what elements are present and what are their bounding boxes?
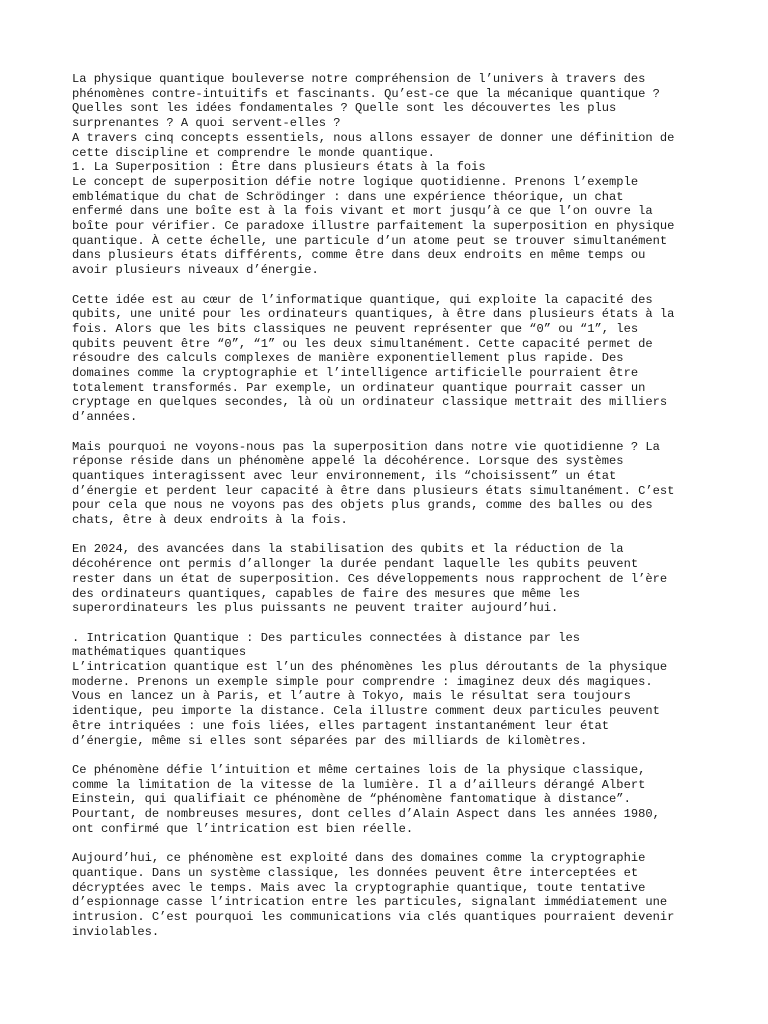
body-paragraph: L’intrication quantique est l’un des phénomènes les plus déroutants de la physique moderne. Prenons un exemple simple pour comprendre : imaginez deux dés magiques. Vous en lancez un à Paris, et l’autre à Tokyo, mais le résultat sera toujours identique, peu importe la distance. Cela illustre comment deux particules peuvent être intriquées : une fois liées, elles partagent instantanément leur état d’énergie, même si elles sont séparées par des milliards de kilomètres. [72,660,668,748]
section-heading: . Intrication Quantique : Des particules connectées à distance par les mathématiques quantiques [72,630,581,660]
paragraph-spacer [72,278,712,293]
body-paragraph: Ce phénomène défie l’intuition et même certaines lois de la physique classique, comme la limitation de la vitesse de la lumière. Il a d’ailleurs dérangé Albert Einstein, qui qualifiait ce phénomène de “phénomène fantomatique à distance”. Pourtant, de nombreuses mesures, dont celles d’Alain Aspect dans les années 1980, ont confirmé que l’intrication est bien réelle. [72,762,660,836]
body-paragraph: Mais pourquoi ne voyons-nous pas la superposition dans notre vie quotidienne ? La réponse réside dans un phénomène appelé la décohérence. Lorsque des systèmes quantiques interagissent avec leur environnement, ils “choisissent” un état d’énergie et perdent leur capacité à être dans plusieurs états simultanément. C’est pour cela que nous ne voyons pas des objets plus grands, comme des balles ou des chats, être à deux endroits à la fois. [72,439,675,528]
paragraph-spacer [72,836,712,851]
body-paragraph: Le concept de superposition défie notre logique quotidienne. Prenons l’exemple emblématique du chat de Schrödinger : dans une expérience théorique, un chat enfermé dans une boîte est à la fois vivant et mort jusqu’à ce que l’on ouvre la boîte pour vérifier. Ce paradoxe illustre parfaitement la superposition en physique quantique. À cette échelle, une particule d’un atome peut se trouver simultanément dans plusieurs états différents, comme être dans deux endroits en même temps ou avoir plusieurs niveaux d’énergie. [72,174,675,278]
paragraph-spacer [72,616,712,631]
intro-paragraph: A travers cinq concepts essentiels, nous allons essayer de donner une définition de cette discipline et comprendre le monde quantique. [72,130,675,160]
body-paragraph: Aujourd’hui, ce phénomène est exploité dans des domaines comme la cryptographie quantique. Dans un système classique, les données peuvent être interceptées et décryptées avec le temps. Mais avec la cryptographie quantique, toute tentative d’espionnage casse l’intrication entre les particules, signalant immédiatement une intrusion. C’est pourquoi les communications via clés quantiques pourraient devenir inviolables. [72,851,675,939]
intro-paragraph: La physique quantique bouleverse notre compréhension de l’univers à travers des phénomènes contre-intuitifs et fascinants. Qu’est-ce que la mécanique quantique ? Quelles sont les idées fondamentales ? Quelle sont les découvertes les plus surprenantes ? A quoi servent-elles ? [72,72,660,131]
body-paragraph: Cette idée est au cœur de l’informatique quantique, qui exploite la capacité des qubits, une unité pour les ordinateurs quantiques, à être dans plusieurs états à la fois. Alors que les bits classiques ne peuvent représenter que “0” ou “1”, les qubits peuvent être “0”, “1” ou les deux simultanément. Cette capacité permet de résoudre des calculs complexes de manière exponentiellement plus rapide. Des domaines comme la cryptographie et l’intelligence artificielle pourraient être totalement transformés. Par exemple, un ordinateur quantique pourrait casser un cryptage en quelques secondes, là où un ordinateur classique mettrait des milliers d’années. [72,292,675,425]
document-page [72,72,712,939]
paragraph-spacer [72,528,712,543]
paragraph-spacer [72,425,712,440]
body-paragraph: En 2024, des avancées dans la stabilisation des qubits et la réduction de la décohérence ont permis d’allonger la durée pendant laquelle les qubits peuvent rester dans un état de superposition. Ces développements nous rapprochent de l’ère des ordinateurs quantiques, capables de faire des mesures que même les superordinateurs les plus puissants ne peuvent traiter aujourd’hui. [72,542,668,616]
paragraph-spacer [72,748,712,763]
section-heading: 1. La Superposition : Être dans plusieurs états à la fois [72,160,486,175]
